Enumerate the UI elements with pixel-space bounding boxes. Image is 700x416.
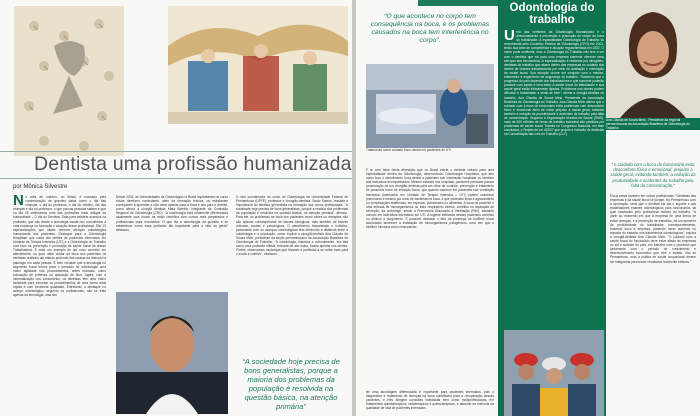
- byline: por Mônica Silvestre: [13, 184, 68, 190]
- portrait-ana-claudia-melo: [606, 0, 700, 118]
- pull-quote-text: “A sociedade hoje precisa de bons generalistas, porque a maioria dos problemas da população é resolvida na questão básica, na atenção primária”: [242, 357, 340, 411]
- sidebar-text: ma das vertentes da Odontologia Humanizada é o direcionamento à prevenção e promoção de saúde da boca do trabalhador. A especialidade Odontologia do Trabalho foi reconhecida pelo Conselho Federal de Odontologia (CFO) em 2001, tendo sua área de competência e atuação regulamentada em 2002. O nome pode confundir, mas a Odontologia do Trabalho não tem a ver com o dentista que vai para uma empresa somente oferecer seus serviços aos funcionários. A especialização é realizada por cirurgiões-dentistas do trabalho que atuam dentro das empresas no cuidado dos dentes de classes trabalhadoras por meio de avaliação e orientação da saúde bucal. Sua atuação ocorre em conjunto com o médico, enfermeiro e engenheiro de segurança do trabalho. “Sabemos que o progresso do país depende dos trabalhadores e que somente poderão produzir com saúde e bem-estar. A saúde bucal do trabalhador e sua saúde geral estão intimamente ligadas. Problemas nos dentes podem dificultar o trabalhador a sentir-se bem”, afirma a cirurgiã-dentista do trabalho, Ana Cláudia de Souza Melo, Presidente da Associação Brasileira de Odontologia do Trabalho. Ana Cláudia Melo afirma que o cuidado com a boca do funcionário evita problemas com desconforto físico e emocional além de evitar prejuízo à saúde geral, evitando também a redução da produtividade e acidentes de trabalho pela falta de concentração. Segundo a Organização Mundial de Saúde (OMS), mais de 500 milhões de horas de trabalho industrial são perdidos por problemas de saúde bucal. Tramita no Congresso Nacional, em fase conclusiva, o Projeto de Lei 422/07 que propõe a inclusão de dentistas na Consolidação das Leis do Trabalho (CLT): [504, 30, 604, 137]
- article-column-2: [116, 195, 228, 287]
- top-banner-band: [418, 0, 500, 6]
- right-bottom-article: [610, 194, 696, 399]
- middle-text: F or com base nesta afirmação que no Brasil existe o dentista voltado para uma especialidade dentro da Odontologia, desenvolvida: Odontologia Hospitalar, que tem como foco o atendimento buco-dental a pacientes sob internação hospitalar ou também aos indivíduos acompanhados. Mesmo estando nos hospitais, pacientes precisam passar proservação de um cirurgião-dentista para um olhar de controle, prevenção e tratamento de possíveis focos de infecção bucal, que quando ocorrem em pacientes sob ventilação mecânica (internados em Unidade de Terapia Intensiva – UTI) podem ocasionar pneumonia e mesmo por meio de bactérias na boca, e que poderiam levar a agravamento ou complicações sistêmicas, em especial, pulmonares ou alimentar. A boca de paciente é uma entrada de microrganismos no trato respiratório inferior, contribui na aspiração de secreção, da orofaringe, sendo a Pneumonia Associada à Ventilação (PAV), bastante comum em indivíduos internados em UTI. A higiene efetivada nesses pacientes contribui ou diminui o surgimento. É possível destacar o fato da presença de biofilme bucal acumulado favorecer a instalação de microrganismos patogênicos, uma vez que o biofilme funciona como reservatório.: [366, 168, 494, 230]
- portrait-quote: [610, 162, 696, 188]
- column-2-text: Desde 2003, as Universidades de Odontologia no Brasil implantaram no curso novas diretrizes curriculares, além da formação técnica, os estudantes começaram a aprender a não olhar apenas para a boca e sim para o doente, como afirma a cirurgiã dentista Kátia Botelho, integrante da Comissão Regional de Odontologia (CRO). “A odontologia está totalmente diferenciada atualmente pois houve na visão científica com cursos mais preparados e profissionais mais envolvidos. O que faz a odontologia da guinada e se estabelecer como essa profissão tão importante para a vida da gente” destacou.: [116, 195, 228, 232]
- middle-article: [366, 168, 494, 388]
- top-quote-text: “O que acontece no corpo tem consequência na boca, e os problemas causados na boca tem interferência no corpo”.: [370, 13, 490, 44]
- bottom-article: [366, 390, 494, 414]
- workers-helmets-photo: [504, 330, 604, 416]
- column-3-text: O vice coordenador do curso de Odontologia da Universidade Federal de Pernambuco (UFPE), professor e cirurgião-dentista, Saulo Santos, ressalta a importância do dentista generalista na formação dos novos profissionais. “A sociedade hoje precisa de bons generalistas, porque a maioria dos problemas da população é resolvida na questão básica, na atenção primária”, afirmou. Para ele, os problemas na boca dos pacientes como cáries ou retrações não são apenas consequências de fatores biológicos, mas também de fatores culturais, sociais e psicológicos. O atendimento humanizado e holístico, juntamente com os avanços odontológicos têm diminuído a distância entre a odontologia e a população, como explica a cirurgiã-dentista Ana Cláudia de Souza Melo, presidente da seção pernambucana da Associação Brasileira de Odontologia do Trabalho. “A odontologia, histórica e culturalmente, era tida como uma profissão elitista, fechada de alto custo, ficada apenas nos dentes. Porém, observamos mudanças que levaram a profissão a se voltar mais para o social e coletivo”, destacou.: [236, 195, 348, 257]
- portrait-quote-box: [606, 130, 700, 416]
- right-page: [356, 0, 700, 416]
- pull-quote: [236, 357, 346, 411]
- icu-photo-caption-text: Tratamento sobre cuidado buco-dental em pacientes de UTI: [366, 148, 451, 152]
- top-quote: [370, 13, 490, 45]
- column-1-text: o mês de outubro, no Brasil, é marcado pela comemoração de grandes datas como o dia das crianças, o dia do professor, o dia do médico, dia das crianças e dia do professor, o que poucas pessoas sabem é que no dia 25 celebramos uma das profissões mais antigas da humanidade – O dia do Dentista. Data para celebrar avanços na profissão, que vão desde a tecnologia usada nos consultórios à uma mudança na formação e atuação desse profissional. São 19 especializações que visam oferecer atenção odontológica humanizada aos pacientes. Destaque para a Odontologia Hospitalar que cuida dos dentes de pacientes internados em Unidade de Terapia Intensiva (UTI) e a Odontologia do Trabalho com foco na prevenção e promoção da saúde bucal da classe Trabalhadora. É mais um exemplo de um novo conceito em atendimento, no qual, além cuidar da boca dos pacientes os dentistas realizam um estudo profundo das causas da doença na patologia em cada pessoa. É bem verdade que a tecnologia no segmento bucal trouxe para o mercado de odontologia uma maior agilidade nos procedimentos, antes manuais, como colocação de próteses ou aplicação de flúor. Agora, com a informatização nos consultórios, os dentistas têm uma maior facilidade para executar os procedimentos de uma forma mais rápida e com excelente qualidade. Entretanto, o destaque no avanço odontológico, segundo os profissionais, não se trata apenas da tecnologia, mas sim: [13, 195, 106, 298]
- sidebar-drop-cap: U: [504, 30, 515, 44]
- bottom-text: ter uma abordagem diferenciada é importante para pacientes internados, pois o diagnóstico e tratamento de doenças na boca contribuem para a recuperação desses pacientes, e eles atingem consultas individuais bem como multiprofissionais, em tratamentos quimioterápicos, radioterápicos e quimioterápicos, e atuando na melhoria da qualidade de vida de pacientes internados.: [366, 390, 494, 411]
- portrait-caption-text: Ana Cláudia de Souza Melo - Presidente da regional pernambucana da Associação Brasileira de Odontologia do Trabalho: [606, 118, 690, 130]
- article-column-3: [236, 195, 348, 345]
- icu-treatment-photo: [366, 64, 494, 148]
- portrait-saulo-santos: [116, 292, 228, 414]
- drop-cap: N: [13, 195, 24, 209]
- portrait-quote-text: “ o cuidado com a boca do funcionário evita desconforto físico e emocional, prejuízo à saúde geral, evitando também, a redução da produtividade e acidentes de trabalho pela falta de concentração.”: [610, 162, 696, 188]
- headline-bottom-rule: [0, 178, 352, 179]
- article-column-1: [13, 195, 106, 413]
- portrait-caption: [606, 119, 700, 130]
- article-headline: Dentista uma profissão humanizada: [34, 153, 352, 175]
- headline-top-rule: [0, 151, 352, 152]
- sidebar-title: Odontologia do trabalho: [509, 2, 595, 26]
- historical-dental-illustration: [14, 6, 124, 156]
- icu-photo-caption: [366, 149, 456, 153]
- medieval-dentist-illustration: [168, 6, 348, 124]
- right-bottom-text: Ela já existe também em outros profissionais: “Dentistas das empresas e da saúde bucal se juntam. No Pernambuco com a aprovação, seria que o dentista iria dar o suporte e aos trabalhadores exames odontológicos para funcionários, tal qual mostrados pelo profissional médico do trabalho. “A partir do momento em que a empresa for uma forma de evitar doenças, e a prevenção de trabalhos, há um aumento da produtividade do trabalhador, consequentemente, trazendo lucro à empresa, podendo haver aumento no impacto do trabalho nos tratamentos odontológicos”, explica a cirurgiã-dentista Ana Cláudia Melo. “O cuidado com a saúde bucal do funcionário deve estar aliado às empresas no sul e sudeste do país, em trabalho com o processo que juntamente com o período de crescimento e desenvolvimento econômico que vive o estado, não só Pernambuco, mas a prática de saúde ocupacional devem ser integradas para trazer resultados realmente efetivos.”: [610, 194, 696, 264]
